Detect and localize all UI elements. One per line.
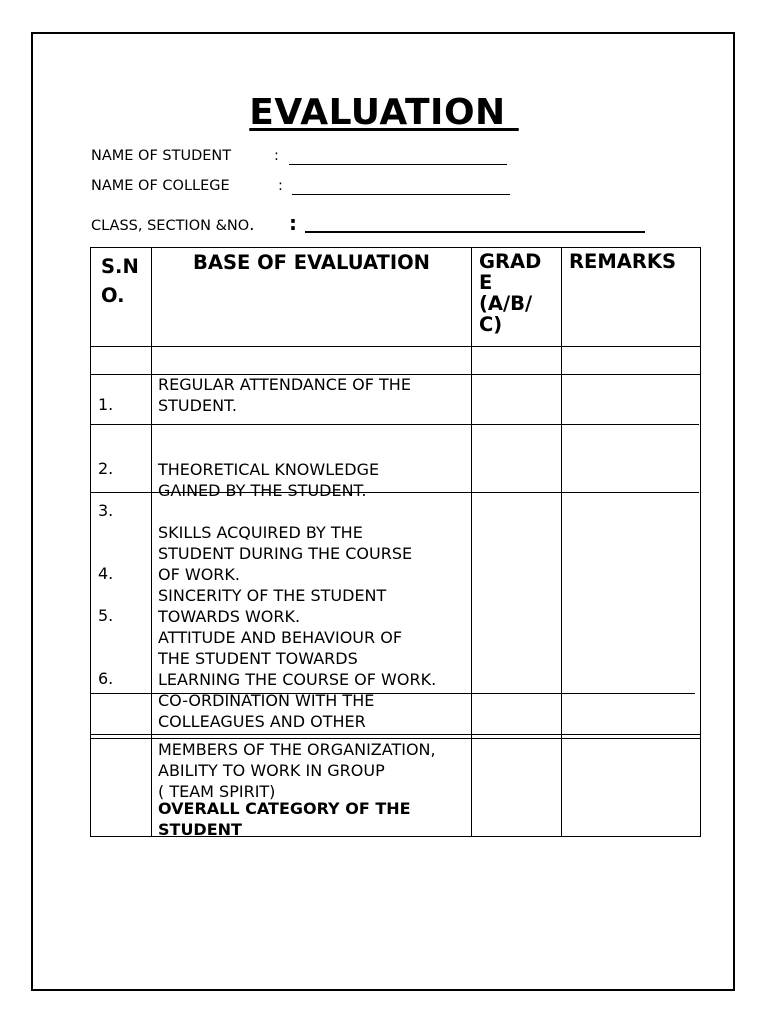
sno-6: 6.	[98, 669, 114, 688]
evaluation-table	[90, 247, 701, 837]
overall-base-cell	[152, 739, 472, 837]
criteria-2	[152, 459, 379, 501]
table-header-row	[91, 248, 701, 347]
college-name-colon: :	[278, 178, 283, 194]
class-section-dot: .	[249, 215, 255, 235]
empty-sno-cell	[91, 347, 152, 375]
criteria-cell	[152, 375, 472, 739]
header-grade-line4: C)	[479, 313, 503, 336]
criteria-line: CO-ORDINATION WITH THE	[158, 691, 375, 710]
class-section-field	[91, 211, 297, 235]
sno-4: 4.	[98, 564, 114, 583]
header-sno-line1: S.N	[101, 255, 139, 278]
student-name-blank[interactable]	[289, 164, 507, 165]
criteria-line: LEARNING THE COURSE OF WORK.	[158, 670, 437, 689]
college-name-field	[91, 178, 283, 194]
criteria-line: THE STUDENT TOWARDS	[158, 649, 358, 668]
criteria-line: OF WORK.	[158, 565, 240, 584]
header-grade-line1: GRAD	[479, 250, 542, 273]
table-row-overall	[91, 739, 701, 837]
row-divider	[91, 492, 699, 493]
remarks-cell[interactable]	[562, 375, 701, 739]
criteria-3	[152, 522, 436, 732]
student-name-label: NAME OF STUDENT	[91, 148, 232, 164]
header-remarks: REMARKS	[562, 248, 701, 347]
header-grade-line2: E	[479, 271, 493, 294]
overall-line1: OVERALL CATEGORY OF THE	[158, 799, 411, 818]
overall-remarks-cell[interactable]	[562, 739, 701, 837]
sno-cell	[91, 375, 152, 739]
sno-5: 5.	[98, 606, 114, 625]
overall-category	[152, 798, 411, 840]
header-sno-line2: O.	[101, 284, 125, 307]
empty-base-cell	[152, 347, 472, 375]
criteria-line: SKILLS ACQUIRED BY THE	[158, 523, 363, 542]
header-grade-line3: (A/B/	[479, 292, 533, 315]
class-section-blank[interactable]	[305, 231, 645, 233]
criteria-line: SINCERITY OF THE STUDENT	[158, 586, 387, 605]
class-section-label: CLASS, SECTION &NO	[91, 218, 250, 234]
row-divider	[91, 424, 699, 425]
document-title: EVALUATION	[249, 92, 519, 133]
overall-sno-cell	[91, 739, 152, 837]
table-row-criteria	[91, 375, 701, 739]
overall-line2: STUDENT	[158, 820, 242, 839]
header-sno	[91, 248, 152, 347]
college-name-label: NAME OF COLLEGE	[91, 178, 230, 194]
criteria-line: REGULAR ATTENDANCE OF THE	[158, 375, 411, 394]
empty-grade-cell[interactable]	[472, 347, 562, 375]
table-row-empty	[91, 347, 701, 375]
criteria-line: COLLEAGUES AND OTHER	[158, 712, 366, 731]
class-section-colon: :	[289, 211, 297, 235]
header-grade	[472, 248, 562, 347]
criteria-line: ( TEAM SPIRIT)	[158, 782, 276, 801]
sno-1: 1.	[98, 395, 114, 414]
criteria-line: STUDENT.	[158, 396, 237, 415]
overall-grade-cell[interactable]	[472, 739, 562, 837]
criteria-line: TOWARDS WORK.	[158, 607, 301, 626]
row-divider	[91, 734, 701, 735]
criteria-line: MEMBERS OF THE ORGANIZATION,	[158, 740, 436, 759]
criteria-team-spirit	[152, 739, 436, 802]
criteria-line: ABILITY TO WORK IN GROUP	[158, 761, 385, 780]
criteria-1	[152, 374, 411, 416]
criteria-line: THEORETICAL KNOWLEDGE	[158, 460, 380, 479]
empty-remarks-cell[interactable]	[562, 347, 701, 375]
sno-3: 3.	[98, 501, 114, 520]
criteria-line: ATTITUDE AND BEHAVIOUR OF	[158, 628, 403, 647]
sno-2: 2.	[98, 459, 114, 478]
criteria-line: GAINED BY THE STUDENT.	[158, 481, 367, 500]
header-base-of-evaluation: BASE OF EVALUATION	[152, 248, 472, 347]
criteria-line: STUDENT DURING THE COURSE	[158, 544, 413, 563]
student-name-colon: :	[274, 148, 279, 164]
grade-cell[interactable]	[472, 375, 562, 739]
college-name-blank[interactable]	[292, 194, 510, 195]
row-divider	[91, 693, 695, 694]
student-name-field	[91, 148, 279, 164]
